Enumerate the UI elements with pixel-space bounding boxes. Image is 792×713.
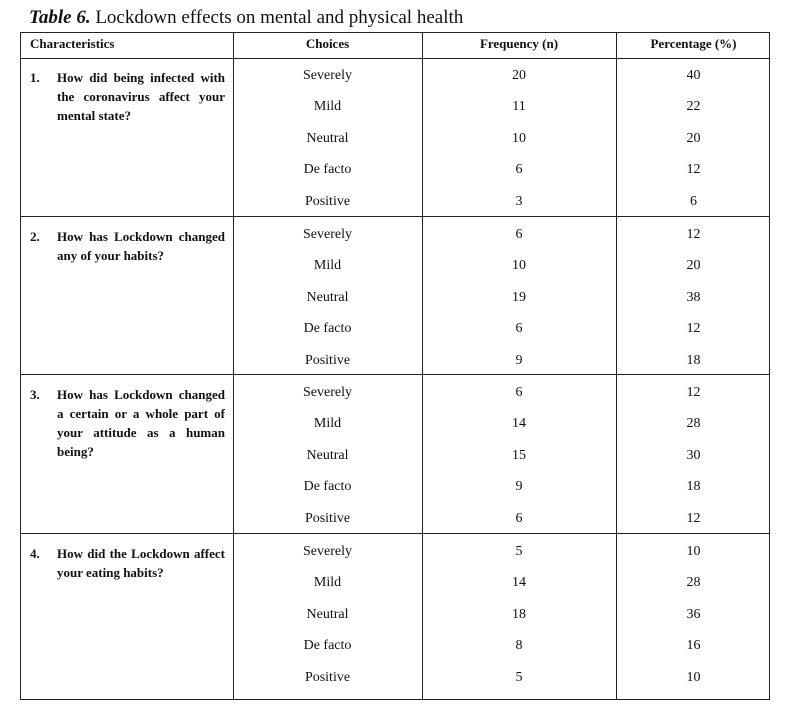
header-divider [21, 58, 769, 59]
frequency-cell: 15 [512, 448, 526, 463]
table-row [21, 477, 769, 509]
choice-cell: Mild [313, 99, 342, 114]
choice-cell: Neutral [306, 131, 349, 146]
frequency-cell: 9 [515, 479, 523, 494]
table-row [21, 256, 769, 288]
table-row [21, 446, 769, 478]
frequency-cell: 10 [512, 131, 526, 146]
question-number: 1. [30, 70, 40, 85]
question-text: How has Lockdown changed any of your habits? [57, 229, 225, 263]
choice-cell: Positive [304, 353, 351, 368]
table-row [21, 319, 769, 351]
choice-cell: Severely [303, 385, 352, 400]
table-row [21, 160, 769, 192]
question-number: 4. [30, 546, 40, 561]
table-title: Lockdown effects on mental and physical health [90, 7, 464, 28]
choice-cell: Severely [303, 68, 352, 83]
choice-cell: Positive [304, 511, 351, 526]
table-row [21, 192, 769, 224]
choice-cell: De facto [303, 321, 352, 336]
header-characteristics: Characteristics [30, 36, 115, 51]
table-row [21, 66, 769, 98]
percentage-cell: 10 [686, 670, 701, 685]
table-row [21, 573, 769, 605]
percentage-cell: 12 [686, 162, 701, 177]
frequency-cell: 6 [515, 162, 523, 177]
header-choices: Choices [305, 36, 350, 51]
frequency-cell: 18 [512, 607, 526, 622]
table-row [21, 605, 769, 637]
choice-cell: De facto [303, 638, 352, 653]
percentage-cell: 20 [686, 131, 701, 146]
percentage-cell: 12 [686, 511, 701, 526]
percentage-cell: 6 [690, 194, 697, 209]
frequency-cell: 20 [512, 68, 526, 83]
frequency-cell: 14 [512, 416, 526, 431]
percentage-cell: 12 [686, 227, 701, 242]
choice-cell: Severely [303, 227, 352, 242]
results-table [20, 32, 770, 700]
question-number: 2. [30, 229, 40, 244]
percentage-cell: 18 [686, 353, 701, 368]
percentage-cell: 22 [686, 99, 701, 114]
question-text: How has Lockdown changed a certain or a whole part of your attitude as a human being? [57, 387, 225, 459]
table-row [21, 225, 769, 257]
percentage-cell: 30 [686, 448, 701, 463]
percentage-cell: 38 [686, 290, 701, 305]
choice-cell: Severely [303, 544, 352, 559]
percentage-cell: 28 [686, 575, 701, 590]
table-row [21, 636, 769, 668]
percentage-cell: 16 [686, 638, 701, 653]
frequency-cell: 5 [515, 670, 523, 685]
frequency-cell: 3 [515, 194, 523, 209]
percentage-cell: 36 [686, 607, 701, 622]
percentage-cell: 20 [686, 258, 701, 273]
choice-cell: De facto [303, 162, 352, 177]
frequency-cell: 11 [512, 99, 526, 114]
frequency-cell: 6 [515, 227, 523, 242]
percentage-cell: 28 [686, 416, 701, 431]
choice-cell: Neutral [306, 290, 349, 305]
frequency-cell: 6 [515, 511, 523, 526]
choice-cell: Positive [304, 670, 351, 685]
frequency-cell: 14 [512, 575, 526, 590]
percentage-cell: 10 [686, 544, 701, 559]
choice-cell: Mild [313, 575, 342, 590]
choice-cell: Mild [313, 258, 342, 273]
frequency-cell: 19 [512, 290, 526, 305]
table-caption [29, 6, 463, 30]
table-number: Table 6. [29, 7, 91, 28]
table-row [21, 383, 769, 415]
choice-cell: Neutral [306, 448, 349, 463]
frequency-cell: 6 [515, 385, 523, 400]
frequency-cell: 6 [515, 321, 523, 336]
choice-cell: Neutral [306, 607, 349, 622]
percentage-cell: 40 [686, 68, 701, 83]
frequency-cell: 10 [512, 258, 526, 273]
percentage-cell: 18 [686, 479, 701, 494]
table-row [21, 414, 769, 446]
table-row [21, 351, 769, 383]
percentage-cell: 12 [686, 321, 701, 336]
question-text: How did being infected with the coronavirus affect your mental state? [57, 70, 225, 123]
table-row [21, 129, 769, 161]
header-percentage: Percentage (%) [650, 36, 737, 51]
choice-cell: Positive [304, 194, 351, 209]
table-row [21, 509, 769, 541]
percentage-cell: 12 [686, 385, 701, 400]
question-number: 3. [30, 387, 40, 402]
choice-cell: Mild [313, 416, 342, 431]
frequency-cell: 5 [515, 544, 523, 559]
table-row [21, 542, 769, 574]
frequency-cell: 9 [515, 353, 523, 368]
choice-cell: De facto [303, 479, 352, 494]
table-row [21, 668, 769, 700]
table-row [21, 97, 769, 129]
table-row [21, 288, 769, 320]
question-text: How did the Lockdown affect your eating habits? [57, 546, 225, 580]
frequency-cell: 8 [515, 638, 523, 653]
header-frequency: Frequency (n) [479, 36, 559, 51]
